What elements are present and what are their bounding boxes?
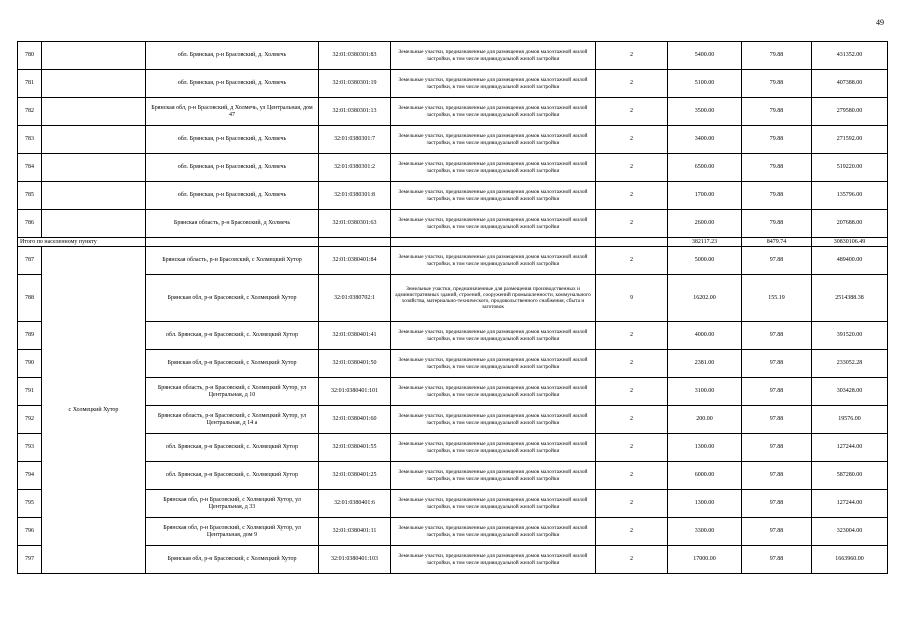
- address-cell: обл. Брянская, р-н Брасовский, д. Холмечь: [146, 182, 319, 210]
- table-row: [18, 210, 888, 238]
- cadastral-number-cell: 32:01:0380301:63: [319, 210, 391, 238]
- total-area-cell: 382117.23: [668, 238, 742, 247]
- row-number-cell: 794: [18, 462, 42, 490]
- group-cell: 2: [596, 182, 668, 210]
- address-cell: Брянская область, р-н Брасовский, с Холмецкий Хутор, ул Центральная, д 14 а: [146, 406, 319, 434]
- table-row: [18, 546, 888, 574]
- rate-cell: 79.88: [742, 42, 812, 70]
- settlement-cell: [42, 70, 146, 98]
- table-row: [18, 322, 888, 350]
- area-cell: 200.00: [668, 406, 742, 434]
- rate-cell: 79.88: [742, 210, 812, 238]
- empty-cell: [596, 238, 668, 247]
- row-number-cell: 780: [18, 42, 42, 70]
- area-cell: 17000.00: [668, 546, 742, 574]
- table-row: [18, 275, 888, 322]
- land-use-cell: Земельные участки, предназначенные для размещения производственных и административных зданий, строений, сооружений промышленности, коммунального хозяйства, материально-технического, продовольственного снабжения, сбыта и заготовок: [391, 275, 596, 322]
- group-cell: 9: [596, 275, 668, 322]
- row-number-cell: 791: [18, 378, 42, 406]
- rate-cell: 79.88: [742, 70, 812, 98]
- cadastral-value-cell: 271592.00: [812, 126, 888, 154]
- table-row: [18, 154, 888, 182]
- table-row: [18, 462, 888, 490]
- cadastral-value-cell: 279580.00: [812, 98, 888, 126]
- rate-cell: 97.88: [742, 247, 812, 275]
- settlement-cell: [42, 182, 146, 210]
- row-number-cell: 796: [18, 518, 42, 546]
- rate-cell: 155.19: [742, 275, 812, 322]
- row-number-cell: 792: [18, 406, 42, 434]
- land-use-cell: Земельные участки, предназначенные для размещения домов малоэтажной жилой застройки, в том числе индивидуальной жилой застройки: [391, 434, 596, 462]
- table-row: [18, 247, 888, 275]
- group-cell: 2: [596, 154, 668, 182]
- address-cell: Брянская обл, р-н Брасовский, с Холмецкий Хутор: [146, 350, 319, 378]
- area-cell: 5100.00: [668, 70, 742, 98]
- rate-cell: 97.88: [742, 378, 812, 406]
- table-row: [18, 406, 888, 434]
- empty-cell: [146, 238, 319, 247]
- land-use-cell: Земельные участки, предназначенные для размещения домов малоэтажной жилой застройки, в том числе индивидуальной жилой застройки: [391, 546, 596, 574]
- cadastral-number-cell: 32:01:0380301:8: [319, 182, 391, 210]
- total-value-cell: 30830106.49: [812, 238, 888, 247]
- table-row: [18, 490, 888, 518]
- row-number-cell: 785: [18, 182, 42, 210]
- settlement-cell: [42, 98, 146, 126]
- area-cell: 6500.00: [668, 154, 742, 182]
- group-cell: 2: [596, 247, 668, 275]
- cadastral-value-cell: 303428.00: [812, 378, 888, 406]
- rate-cell: 97.88: [742, 462, 812, 490]
- area-cell: 3500.00: [668, 98, 742, 126]
- cadastral-number-cell: 32:01:0380401:103: [319, 546, 391, 574]
- area-cell: 1700.00: [668, 182, 742, 210]
- cadastral-value-cell: 431352.00: [812, 42, 888, 70]
- cadastral-number-cell: 32:01:0380401:50: [319, 350, 391, 378]
- group-cell: 2: [596, 434, 668, 462]
- settlement-name-cell: с Холмецкий Хутор: [42, 247, 146, 574]
- table-row: [18, 126, 888, 154]
- cadastral-number-cell: 32:01:0380301:83: [319, 42, 391, 70]
- cadastral-number-cell: 32:01:0380401:11: [319, 518, 391, 546]
- row-number-cell: 784: [18, 154, 42, 182]
- row-number-cell: 790: [18, 350, 42, 378]
- area-cell: 4000.00: [668, 322, 742, 350]
- rate-cell: 97.88: [742, 434, 812, 462]
- rate-cell: 97.88: [742, 406, 812, 434]
- cadastral-value-cell: 391520.00: [812, 322, 888, 350]
- address-cell: Брянская область, р-н Брасовский, д Холмечь: [146, 210, 319, 238]
- area-cell: 1300.00: [668, 434, 742, 462]
- table-row: [18, 42, 888, 70]
- rate-cell: 97.88: [742, 518, 812, 546]
- cadastral-number-cell: 32:01:0380401:84: [319, 247, 391, 275]
- group-cell: 2: [596, 406, 668, 434]
- row-number-cell: 781: [18, 70, 42, 98]
- area-cell: 6000.00: [668, 462, 742, 490]
- address-cell: обл. Брянская, р-н Брасовский, д. Холмечь: [146, 154, 319, 182]
- rate-cell: 97.88: [742, 546, 812, 574]
- cadastral-value-cell: 19576.00: [812, 406, 888, 434]
- total-rate-cell: 8479.74: [742, 238, 812, 247]
- page-number: 49: [876, 18, 884, 27]
- table-row: [18, 350, 888, 378]
- address-cell: Брянская обл, р-н Брасовский, с Холмецкий Хутор: [146, 275, 319, 322]
- land-use-cell: Земельные участки, предназначенные для размещения домов малоэтажной жилой застройки, в том числе индивидуальной жилой застройки: [391, 350, 596, 378]
- table-body: [18, 42, 888, 574]
- cadastral-number-cell: 32:01:0380301:7: [319, 126, 391, 154]
- address-cell: обл. Брянская, р-н Брасовский, д. Холмечь: [146, 42, 319, 70]
- settlement-cell: [42, 154, 146, 182]
- address-cell: Брянская область, р-н Брасовский, с Холмецкий Хутор, ул Центральная, д 10: [146, 378, 319, 406]
- settlement-cell: [42, 42, 146, 70]
- group-cell: 2: [596, 546, 668, 574]
- rate-cell: 79.88: [742, 182, 812, 210]
- rate-cell: 79.88: [742, 98, 812, 126]
- cadastral-number-cell: 32:01:0380401:6: [319, 490, 391, 518]
- land-use-cell: Земельные участки, предназначенные для размещения домов малоэтажной жилой застройки, в том числе индивидуальной жилой застройки: [391, 406, 596, 434]
- area-cell: 2600.00: [668, 210, 742, 238]
- rate-cell: 79.88: [742, 154, 812, 182]
- empty-cell: [391, 238, 596, 247]
- address-cell: Брянская обл, р-н Брасовский, с Холмецкий Хутор, ул Центральная, д 33: [146, 490, 319, 518]
- cadastral-number-cell: 32:01:0380401:60: [319, 406, 391, 434]
- cadastral-number-cell: 32:01:0380702:1: [319, 275, 391, 322]
- cadastral-value-cell: 2514388.38: [812, 275, 888, 322]
- group-cell: 2: [596, 490, 668, 518]
- area-cell: 3300.00: [668, 518, 742, 546]
- group-cell: 2: [596, 42, 668, 70]
- area-cell: 5000.00: [668, 247, 742, 275]
- cadastral-number-cell: 32:01:0380301:13: [319, 98, 391, 126]
- cadastral-number-cell: 32:01:0380401:41: [319, 322, 391, 350]
- row-number-cell: 786: [18, 210, 42, 238]
- address-cell: обл. Брянская, р-н Брасовский, д. Холмечь: [146, 70, 319, 98]
- cadastral-value-cell: 323004.00: [812, 518, 888, 546]
- row-number-cell: 793: [18, 434, 42, 462]
- cadastral-value-cell: 407388.00: [812, 70, 888, 98]
- cadastral-number-cell: 32:01:0380401:55: [319, 434, 391, 462]
- table-row: [18, 70, 888, 98]
- group-cell: 2: [596, 126, 668, 154]
- address-cell: Брянская область, р-н Брасовский, с Холмецкий Хутор: [146, 247, 319, 275]
- group-cell: 2: [596, 378, 668, 406]
- rate-cell: 79.88: [742, 126, 812, 154]
- address-cell: обл. Брянская, р-н Брасовский, с. Холмецкий Хутор: [146, 322, 319, 350]
- area-cell: 3400.00: [668, 126, 742, 154]
- land-use-cell: Земельные участки, предназначенные для размещения домов малоэтажной жилой застройки, в том числе индивидуальной жилой застройки: [391, 462, 596, 490]
- land-use-cell: Земельные участки, предназначенные для размещения домов малоэтажной жилой застройки, в том числе индивидуальной жилой застройки: [391, 70, 596, 98]
- cadastral-value-cell: 587280.00: [812, 462, 888, 490]
- settlement-cell: [42, 210, 146, 238]
- area-cell: 2381.00: [668, 350, 742, 378]
- row-number-cell: 797: [18, 546, 42, 574]
- cadastral-number-cell: 32:01:0380401:101: [319, 378, 391, 406]
- row-number-cell: 782: [18, 98, 42, 126]
- group-cell: 2: [596, 210, 668, 238]
- land-use-cell: Земельные участки, предназначенные для размещения домов малоэтажной жилой застройки, в том числе индивидуальной жилой застройки: [391, 490, 596, 518]
- address-cell: обл. Брянская, р-н Брасовский, д. Холмечь: [146, 126, 319, 154]
- table-row: [18, 98, 888, 126]
- rate-cell: 97.88: [742, 350, 812, 378]
- land-use-cell: Земельные участки, предназначенные для размещения домов малоэтажной жилой застройки, в том числе индивидуальной жилой застройки: [391, 98, 596, 126]
- land-use-cell: Земельные участки, предназначенные для размещения домов малоэтажной жилой застройки, в том числе индивидуальной жилой застройки: [391, 182, 596, 210]
- cadastral-value-cell: 233052.28: [812, 350, 888, 378]
- row-number-cell: 795: [18, 490, 42, 518]
- cadastral-number-cell: 32:01:0380401:25: [319, 462, 391, 490]
- cadastral-number-cell: 32:01:0380301:2: [319, 154, 391, 182]
- rate-cell: 97.88: [742, 322, 812, 350]
- land-use-cell: Земельные участки, предназначенные для размещения домов малоэтажной жилой застройки, в том числе индивидуальной жилой застройки: [391, 518, 596, 546]
- cadastral-value-cell: 489400.00: [812, 247, 888, 275]
- land-use-cell: Земельные участки, предназначенные для размещения домов малоэтажной жилой застройки, в том числе индивидуальной жилой застройки: [391, 322, 596, 350]
- address-cell: обл. Брянская, р-н Брасовский, с. Холмецкий Хутор: [146, 462, 319, 490]
- land-use-cell: Земельные участки, предназначенные для размещения домов малоэтажной жилой застройки, в том числе индивидуальной жилой застройки: [391, 126, 596, 154]
- address-cell: Брянская обл, р-н Брасовский, с Холмецкий Хутор, ул Центральная, дом 9: [146, 518, 319, 546]
- group-cell: 2: [596, 350, 668, 378]
- cadastral-value-cell: 127244.00: [812, 490, 888, 518]
- cadastral-value-cell: 127244.00: [812, 434, 888, 462]
- land-use-cell: Земельные участки, предназначенные для размещения домов малоэтажной жилой застройки, в том числе индивидуальной жилой застройки: [391, 154, 596, 182]
- settlement-total-row: [18, 238, 888, 247]
- group-cell: 2: [596, 322, 668, 350]
- row-number-cell: 789: [18, 322, 42, 350]
- cadastral-value-cell: 1663960.00: [812, 546, 888, 574]
- group-cell: 2: [596, 462, 668, 490]
- group-cell: 2: [596, 518, 668, 546]
- area-cell: 16202.00: [668, 275, 742, 322]
- empty-cell: [319, 238, 391, 247]
- table-row: [18, 434, 888, 462]
- total-label: Итого по населенному пункту: [18, 238, 146, 247]
- cadastral-value-cell: 519220.00: [812, 154, 888, 182]
- cadastral-value-cell: 135796.00: [812, 182, 888, 210]
- rate-cell: 97.88: [742, 490, 812, 518]
- area-cell: 5400.00: [668, 42, 742, 70]
- land-use-cell: Земельные участки, предназначенные для размещения домов малоэтажной жилой застройки, в том числе индивидуальной жилой застройки: [391, 378, 596, 406]
- land-use-cell: Земельные участки, предназначенные для размещения домов малоэтажной жилой застройки, в том числе индивидуальной жилой застройки: [391, 247, 596, 275]
- address-cell: Брянская обл, р-н Брасовский, д Холмечь, ул Центральная, дом 47: [146, 98, 319, 126]
- row-number-cell: 787: [18, 247, 42, 275]
- cadastral-number-cell: 32:01:0380301:19: [319, 70, 391, 98]
- land-registry-table: [17, 41, 888, 574]
- address-cell: Брянская обл, р-н Брасовский, с Холмецкий Хутор: [146, 546, 319, 574]
- table-row: [18, 378, 888, 406]
- table-row: [18, 518, 888, 546]
- area-cell: 3100.00: [668, 378, 742, 406]
- settlement-cell: [42, 126, 146, 154]
- land-use-cell: Земельные участки, предназначенные для размещения домов малоэтажной жилой застройки, в том числе индивидуальной жилой застройки: [391, 210, 596, 238]
- area-cell: 1300.00: [668, 490, 742, 518]
- table-row: [18, 182, 888, 210]
- address-cell: обл. Брянская, р-н Брасовский, с. Холмецкий Хутор: [146, 434, 319, 462]
- row-number-cell: 788: [18, 275, 42, 322]
- cadastral-value-cell: 207688.00: [812, 210, 888, 238]
- row-number-cell: 783: [18, 126, 42, 154]
- group-cell: 2: [596, 98, 668, 126]
- group-cell: 2: [596, 70, 668, 98]
- land-use-cell: Земельные участки, предназначенные для размещения домов малоэтажной жилой застройки, в том числе индивидуальной жилой застройки: [391, 42, 596, 70]
